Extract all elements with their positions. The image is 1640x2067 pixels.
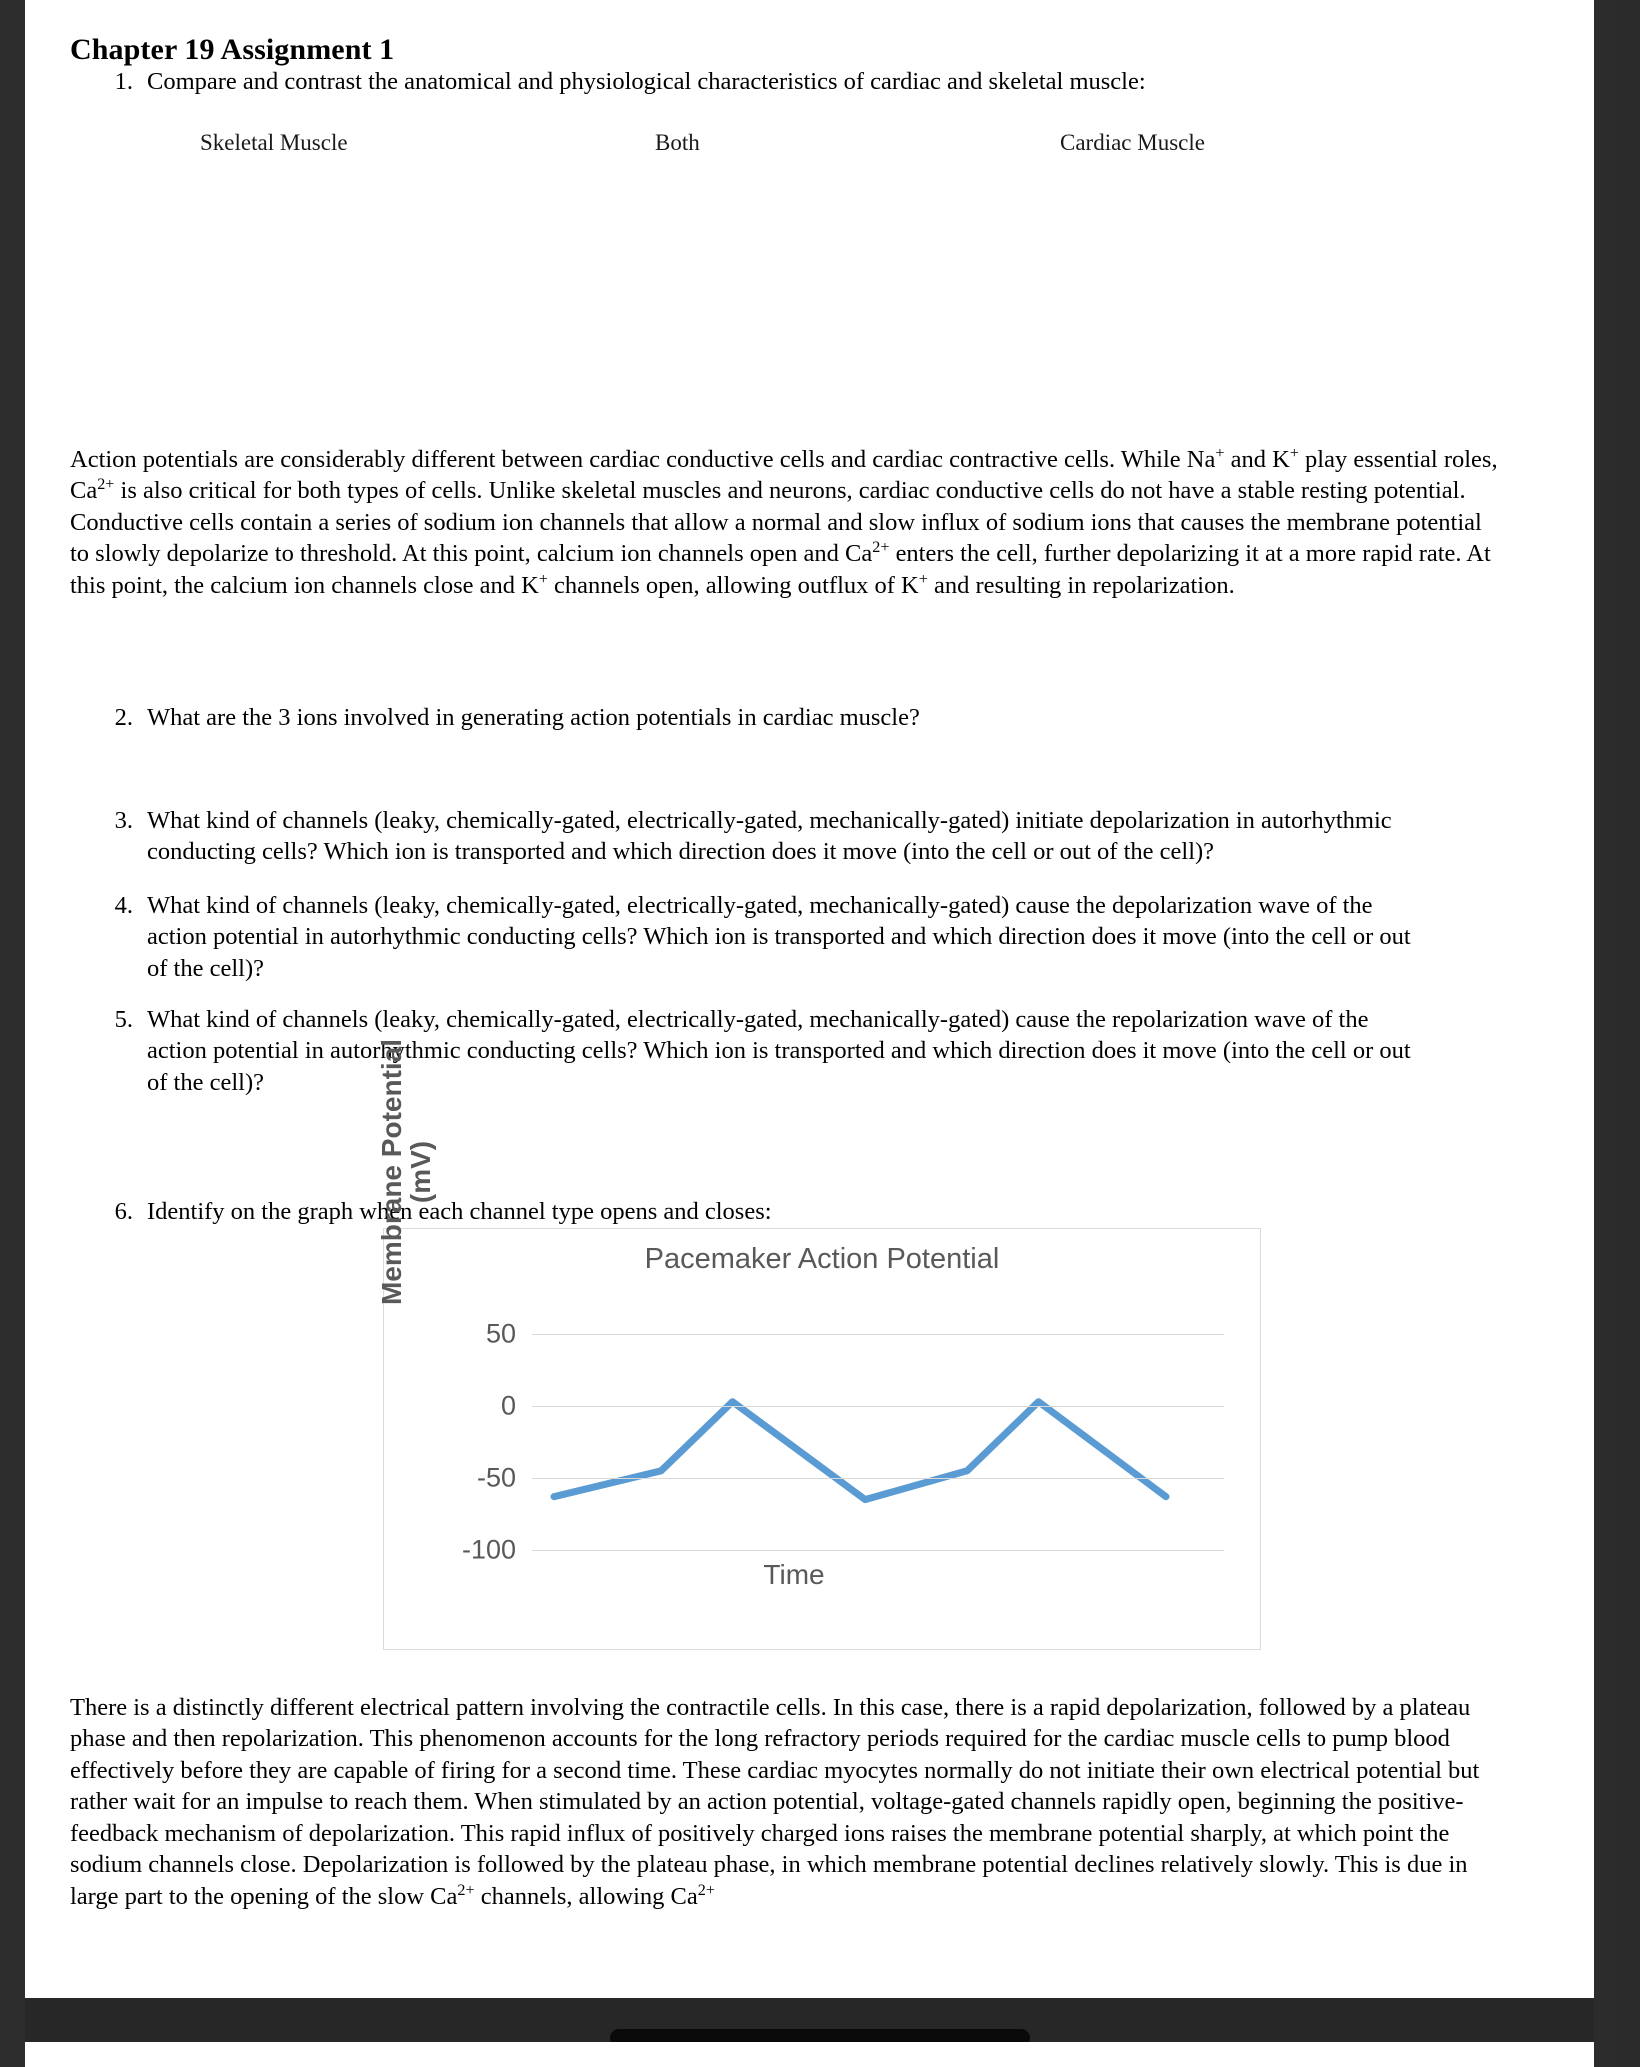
- chart-y-axis-label: [378, 1007, 434, 1337]
- compare-columns-header: [155, 130, 1405, 162]
- question-number: 5.: [114, 1006, 133, 1033]
- question-text: What kind of channels (leaky, chemically-gated, electrically-gated, mechanically-gated) cause the repolarization wave of the action potential in autorhythmic conducting cells? Which ion is transported and which direction does it move (into the cell or out of the cell)?: [147, 1006, 1411, 1096]
- chart-y-tick-label: 0: [500, 1390, 516, 1421]
- viewer-bottom-edge: [25, 2042, 1594, 2067]
- compare-column-cardiac: Cardiac Muscle: [1060, 130, 1205, 155]
- paragraph-conductive-cells: Action potentials are considerably different between cardiac conductive cells and cardiac contractive cells. While Na+ and K+ play essential roles, $Ca^{2+}$ is also critical for both types of cells. Unlike skeletal muscles and neurons, cardiac conductive cells do not have a stable resting potential. Conductive cells contain a series of sodium ion channels that allow a normal and slow influx of sodium ions that causes the membrane potential to slowly depolarize to threshold. At this point, calcium ion channels open and $Ca^{2+}$ enters the cell, further depolarizing it at a more rapid rate. At this point, the calcium ion channels close and K+ channels open, allowing outflux of K+ and resulting in repolarization.: [70, 444, 1498, 599]
- chart-title: Pacemaker Action Potential: [644, 1243, 1000, 1275]
- question-number: 6.: [114, 1198, 133, 1225]
- chart-series-line: [532, 1334, 1224, 1550]
- chart-y-tick-label: -100: [461, 1534, 516, 1565]
- question-text: What kind of channels (leaky, chemically-gated, electrically-gated, mechanically-gated) cause the depolarization wave of the action potential in autorhythmic conducting cells? Which ion is transported and which direction does it move (into the cell or out of the cell)?: [147, 892, 1411, 982]
- chart-gridline: [532, 1334, 1224, 1335]
- page-title: Chapter 19 Assignment 1: [70, 33, 395, 66]
- question-number: 3.: [114, 807, 133, 834]
- chart-y-tick-label: -50: [476, 1462, 516, 1493]
- question-item-5: [103, 1004, 1423, 1098]
- chart-gridline: [532, 1406, 1224, 1407]
- question-text: What kind of channels (leaky, chemically-gated, electrically-gated, mechanically-gated) initiate depolarization in autorhythmic conducting cells? Which ion is transported and which direction does it move (into the cell or out of the cell)?: [147, 807, 1392, 866]
- chart-y-tick-label: 50: [485, 1318, 516, 1349]
- question-text: Compare and contrast the anatomical and physiological characteristics of cardiac and skeletal muscle:: [147, 68, 1146, 95]
- y-axis-label-line2: (mV): [404, 1140, 436, 1204]
- paragraph-contractile-cells: There is a distinctly different electrical pattern involving the contractile cells. In this case, there is a rapid depolarization, followed by a plateau phase and then repolarization. This phenomenon accounts for the long refractory periods required for the cardiac muscle cells to pump blood effectively before they are capable of firing for a second time. These cardiac myocytes normally do not initiate their own electrical potential but rather wait for an impulse to reach them. When stimulated by an action potential, voltage-gated channels rapidly open, beginning the positive-feedback mechanism of depolarization. This rapid influx of positively charged ions raises the membrane potential sharply, at which point the sodium channels close. Depolarization is followed by the plateau phase, in which membrane potential declines relatively slowly. This is due in large part to the opening of the slow $Ca^{2+}$ channels, allowing $Ca^{2+}$: [70, 1694, 1480, 1910]
- question-item-3: [103, 805, 1423, 868]
- chart-x-axis-label: Time: [763, 1559, 825, 1590]
- question-item-6: [103, 1196, 1423, 1227]
- question-text: What are the 3 ions involved in generating action potentials in cardiac muscle?: [147, 704, 920, 731]
- y-axis-label-line1: Membrane Potential: [376, 1038, 407, 1306]
- document-page: [25, 0, 1594, 1998]
- question-item-2: [103, 702, 1503, 733]
- document-body: [25, 0, 1594, 1998]
- question-number: 4.: [114, 892, 133, 919]
- compare-column-both: Both: [655, 130, 700, 155]
- question-number: 1.: [114, 68, 133, 95]
- chart-plot-area: [461, 1318, 1224, 1565]
- compare-column-skeletal: Skeletal Muscle: [200, 130, 348, 155]
- chart-gridline: [532, 1478, 1224, 1479]
- chart-gridline: [532, 1550, 1224, 1551]
- question-item-4: [103, 890, 1423, 984]
- question-text: Identify on the graph when each channel type opens and closes:: [147, 1198, 772, 1225]
- question-number: 2.: [114, 704, 133, 731]
- question-item-1: [103, 66, 1523, 97]
